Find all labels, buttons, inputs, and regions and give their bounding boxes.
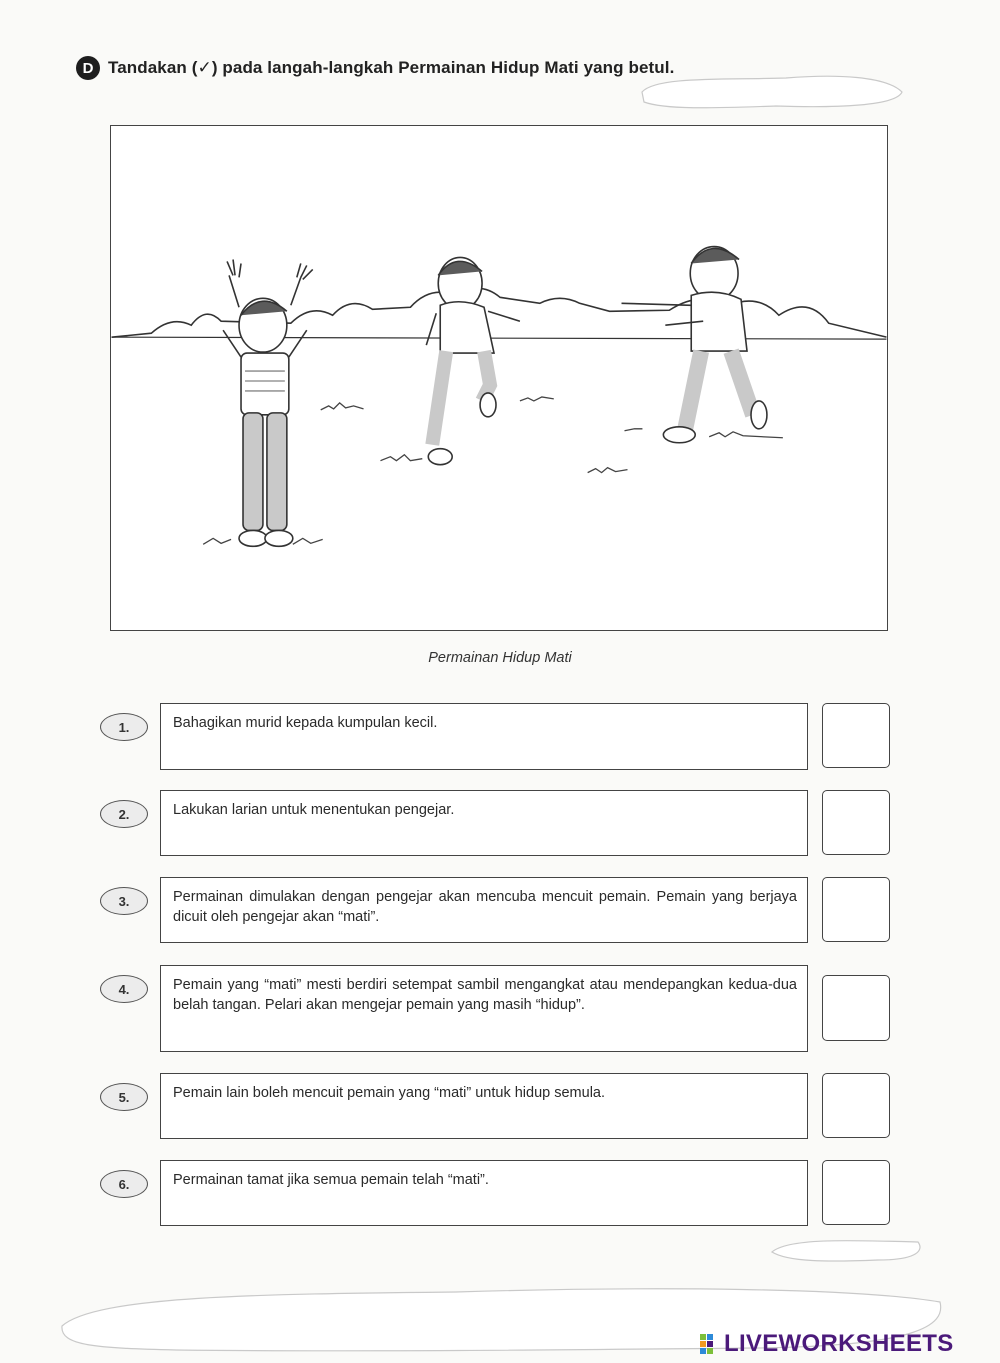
step-text-box: Pemain lain boleh mencuit pemain yang “mati” untuk hidup semula. — [160, 1073, 808, 1139]
step-number: 6. — [100, 1170, 148, 1198]
answer-checkbox-3[interactable] — [822, 877, 890, 942]
step-number: 4. — [100, 975, 148, 1003]
answer-checkbox-4[interactable] — [822, 975, 890, 1041]
step-number: 5. — [100, 1083, 148, 1111]
instruction-header — [76, 56, 674, 80]
step-text-box: Permainan dimulakan dengan pengejar akan mencuba mencuit pemain. Pemain yang berjaya dicuit oleh pengejar akan “mati”. — [160, 877, 808, 943]
illustration-caption: Permainan Hidup Mati — [428, 650, 572, 666]
step-number: 3. — [100, 887, 148, 915]
step-text-box: Pemain yang “mati” mesti berdiri setempat sambil mengangkat atau mendepangkan kedua-dua belah tangan. Pelari akan mengejar pemain yang masih “hidup”. — [160, 965, 808, 1052]
liveworksheets-logo-text: LIVEWORKSHEETS — [724, 1330, 954, 1357]
illustration-frame — [110, 125, 888, 631]
children-playing-illustration — [111, 126, 887, 630]
answer-checkbox-2[interactable] — [822, 790, 890, 855]
answer-checkbox-5[interactable] — [822, 1073, 890, 1138]
step-number: 1. — [100, 713, 148, 741]
whiteout-mark — [768, 1232, 928, 1266]
step-text-box: Bahagikan murid kepada kumpulan kecil. — [160, 703, 808, 770]
liveworksheets-logo-icon — [700, 1334, 718, 1354]
section-badge: D — [76, 56, 100, 80]
answer-checkbox-1[interactable] — [822, 703, 890, 768]
whiteout-mark — [636, 66, 908, 114]
answer-checkbox-6[interactable] — [822, 1160, 890, 1225]
liveworksheets-logo — [700, 1330, 954, 1358]
step-number: 2. — [100, 800, 148, 828]
step-text-box: Permainan tamat jika semua pemain telah “mati”. — [160, 1160, 808, 1226]
step-text-box: Lakukan larian untuk menentukan pengejar. — [160, 790, 808, 856]
instruction-text: Tandakan (✓) pada langah-langkah Permainan Hidup Mati yang betul. — [108, 58, 675, 77]
